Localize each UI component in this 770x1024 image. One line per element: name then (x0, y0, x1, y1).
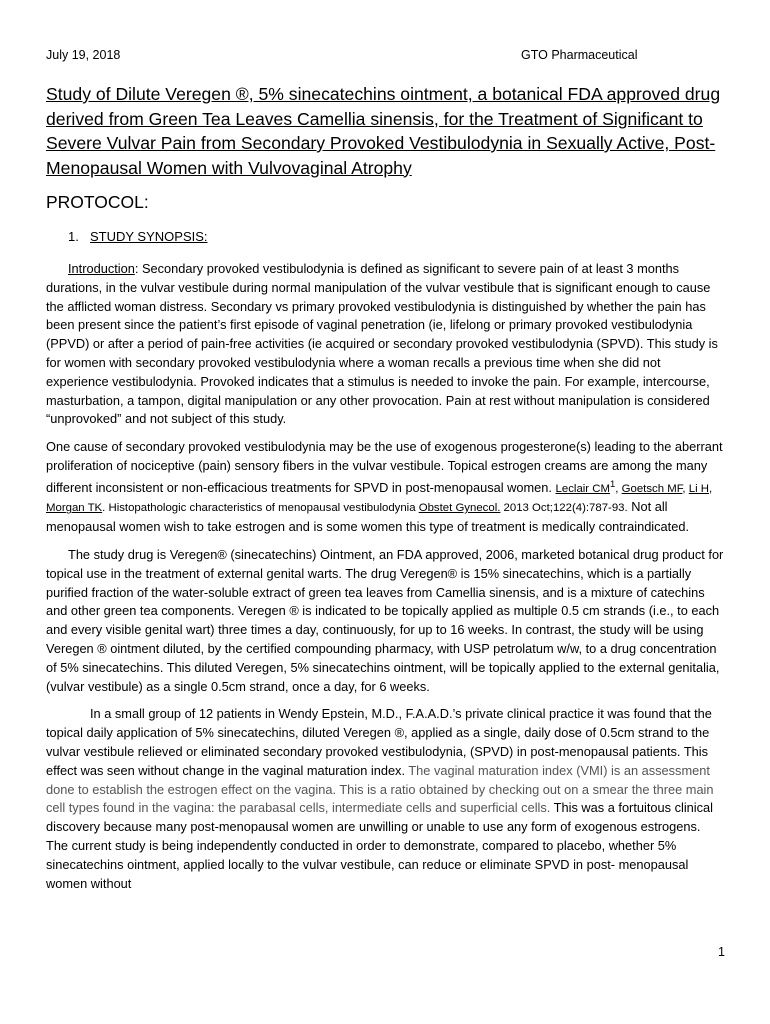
ref-author-2[interactable]: Goetsch MF (621, 482, 683, 495)
ref-title: . Histopathologic characteristics of menopausal vestibulodynia (102, 502, 419, 515)
ref-journal[interactable]: Obstet Gynecol. (418, 502, 501, 515)
ref-separator-2: , (682, 482, 689, 495)
header-date: July 19, 2018 (46, 48, 121, 62)
paragraph-4-gray-text: The vaginal maturation index (VMI) is an assessment done to establish the estrogen effect on the vagina. This is a ratio obtained by checking out on a smear the three main cell types found in the vagina: the parabasal cells, intermediate cells and superficial cells. (46, 762, 714, 816)
ref-separator-1: , (615, 482, 622, 495)
section-number: 1. (68, 229, 79, 244)
paragraph-2 (46, 438, 724, 537)
document-title: Study of Dilute Veregen ®, 5% sinecatechins ointment, a botanical FDA approved drug derived from Green Tea Leaves Camellia sinensis, for the Treatment of Significant to Severe Vulvar Pain from Secondary Provoked Vestibulodynia in Sexually Active, Post-Menopausal Women with Vulvovaginal Atrophy (46, 84, 721, 178)
intro-paragraph (46, 260, 724, 429)
section-label: STUDY SYNOPSIS: (90, 229, 208, 244)
ref-superscript: 1 (609, 478, 616, 490)
ref-separator-3: , (709, 482, 713, 495)
ref-author-4[interactable]: Morgan TK (46, 502, 103, 515)
paragraph-2-text-after: Not all menopausal women wish to take estrogen and is some women this type of treatment is medically contraindicated. (46, 499, 690, 535)
protocol-heading: PROTOCOL: (46, 192, 149, 212)
paragraph-4-text-1: In a small group of 12 patients in Wendy Epstein, M.D., F.A.A.D.’s private clinical practice it was found that the topical daily application of 5% sinecatechins, diluted Veregen ®, applied as a single, daily dose of 0.5cm strand to the vulvar vestibule relieved or eliminated secondary provoked vestibulodynia, (SPVD) in post-menopausal patients. This effect was seen without change in the vaginal maturation index. (46, 706, 712, 778)
paragraph-4 (46, 705, 724, 893)
ref-author-3[interactable]: Li H (688, 482, 710, 495)
paragraph-2-text: One cause of secondary provoked vestibulodynia may be the use of exogenous progesterone(s) leading to the aberrant proliferation of nociceptive (pain) sensory fibers in the vulvar vestibule. Topical estrogen creams are among the many different inconsistent or non-efficacious treatments for SPVD in post-menopausal women. (46, 439, 723, 495)
section-heading (68, 229, 208, 244)
intro-label: Introduction (68, 261, 135, 276)
intro-text: : Secondary provoked vestibulodynia is defined as significant to severe pain of at least 3 months durations, in the vulvar vestibule during normal manipulation of the vulvar vestibule that is significant enough to cause the afflicted woman distress. Secondary vs primary provoked vestibulodynia is distinguished by whether the pain has been present since the patient’s first episode of vaginal penetration (ie, lifelong or primary provoked vestibulodynia (PPVD) or after a period of pain-free activities (ie acquired or secondary provoked vestibulodynia (SPVD). This study is for women with secondary provoked vestibulodynia where a woman recalls a previous time when she did not experience vestibulodynia. Provoked indicates that a stimulus is needed to invoke the pain. For example, intercourse, masturbation, a tampon, digital manipulation or any other provocation. Pain at rest without manipulation is considered “unprovoked” and not subject of this study. (46, 261, 718, 427)
header-company: GTO Pharmaceutical (521, 48, 638, 62)
body-text (46, 260, 724, 902)
paragraph-3: The study drug is Veregen® (sinecatechins) Ointment, an FDA approved, 2006, marketed botanical drug product for topical use in the treatment of external genital warts. The drug Veregen® is 15% sinecatechins, which is a partially purified fraction of the water-soluble extract of green tea leaves from Camellia sinensis, and is a mixture of catechins and other green tea components. Veregen ® is indicated to be topically applied as multiple 0.5 cm strands (i.e., to each and every visible genital wart) three times a day, continuously, for up to 16 weeks. In contrast, the study will be using Veregen ® ointment diluted, by the certified compounding pharmacy, with USP petrolatum w/w, to a drug concentration of 5% sinecatechins. This diluted Veregen, 5% sinecatechins ointment, will be topically applied to the external genitalia, (vulvar vestibule) as a single 0.5cm strand, once a day, for 6 weeks. (46, 546, 724, 694)
paragraph-4-text-2: This was a fortuitous clinical discovery because many post-menopausal women are unwilling or unable to use any form of exogenous estrogens. The current study is being independently conducted in order to demonstrate, compared to placebo, whether 5% sinecatechins ointment, applied locally to the vulvar vestibule, can reduce or eliminate SPVD in post- menopausal women without (46, 800, 713, 891)
ref-author-1[interactable]: Leclair CM (555, 482, 610, 495)
ref-volume: 2013 Oct;122(4):787-93. (500, 502, 628, 515)
page-number: 1 (718, 945, 725, 959)
